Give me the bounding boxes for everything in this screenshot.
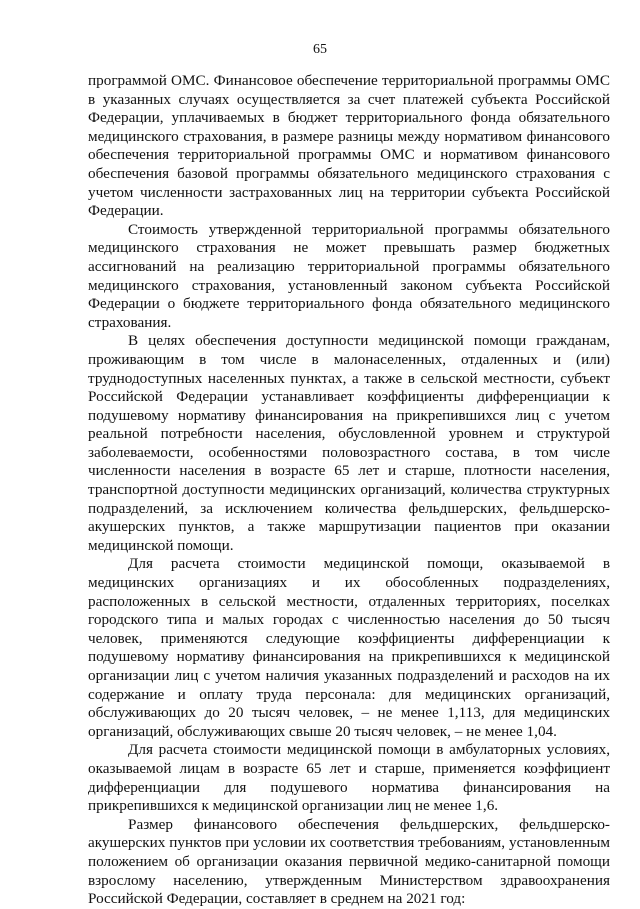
document-body bbox=[88, 72, 610, 909]
paragraph-elderly-coefficient: Для расчета стоимости медицинской помощи в амбулаторных условиях, оказываемой лицам в возрасте 65 лет и старше, применяется коэффициент дифференциации для подушевого норматива финансирования на прикрепившихся к медицинской организации лиц не менее 1,6. bbox=[88, 741, 610, 815]
paragraph-accessibility: В целях обеспечения доступности медицинской помощи гражданам, проживающим в том числе в малонаселенных, отдаленных и (или) труднодоступных населенных пунктах, а также в сельской местности, субъект Российской Федерации устанавливает коэффициенты дифференциации к подушевому нормативу финансирования на прикрепившихся лиц с учетом реальной потребности населения, обусловленной уровнем и структурой заболеваемости, особенностями половозрастного состава, в том числе численности населения в возрасте 65 лет и старше, плотности населения, транспортной доступности медицинских организаций, количества структурных подразделений, за исключением количества фельдшерских, фельдшерско-акушерских пунктов, а также маршрутизации пациентов при оказании медицинской помощи. bbox=[88, 332, 610, 554]
paragraph-continuation: программой ОМС. Финансовое обеспечение территориальной программы ОМС в указанных случаях осуществляется за счет платежей субъекта Российской Федерации, уплачиваемых в бюджет территориального фонда обязательного медицинского страхования, в размере разницы между нормативом финансового обеспечения территориальной программы ОМС и нормативом финансового обеспечения базовой программы обязательного медицинского страхования с учетом численности застрахованных лиц на территории субъекта Российской Федерации. bbox=[88, 72, 610, 220]
paragraph-program-cost: Стоимость утвержденной территориальной программы обязательного медицинского страхования не может превышать размер бюджетных ассигнований на реализацию территориальной программы обязательного медицинского страхования, установленный законом субъекта Российской Федерации о бюджете территориального фонда обязательного медицинского страхования. bbox=[88, 220, 610, 331]
paragraph-rural-coefficients: Для расчета стоимости медицинской помощи, оказываемой в медицинских организациях и их обособленных подразделениях, расположенных в сельской местности, отдаленных территориях, поселках городского типа и малых городах с численностью населения до 50 тысяч человек, применяются следующие коэффициенты дифференциации к подушевому нормативу финансирования на прикрепившихся к медицинской организации лиц с учетом наличия указанных подразделений и расходов на их содержание и оплату труда персонала: для медицинских организаций, обслуживающих до 20 тысяч человек, – не менее 1,113, для медицинских организаций, обслуживающих свыше 20 тысяч человек, – не менее 1,04. bbox=[88, 555, 610, 740]
paragraph-feldsher-funding: Размер финансового обеспечения фельдшерских, фельдшерско-акушерских пунктов при условии их соответствия требованиям, установленным положением об организации оказания первичной медико-санитарной помощи взрослому населению, утвержденным Министерством здравоохранения Российской Федерации, составляет в среднем на 2021 год: bbox=[88, 815, 610, 908]
page-number: 65 bbox=[313, 42, 327, 57]
